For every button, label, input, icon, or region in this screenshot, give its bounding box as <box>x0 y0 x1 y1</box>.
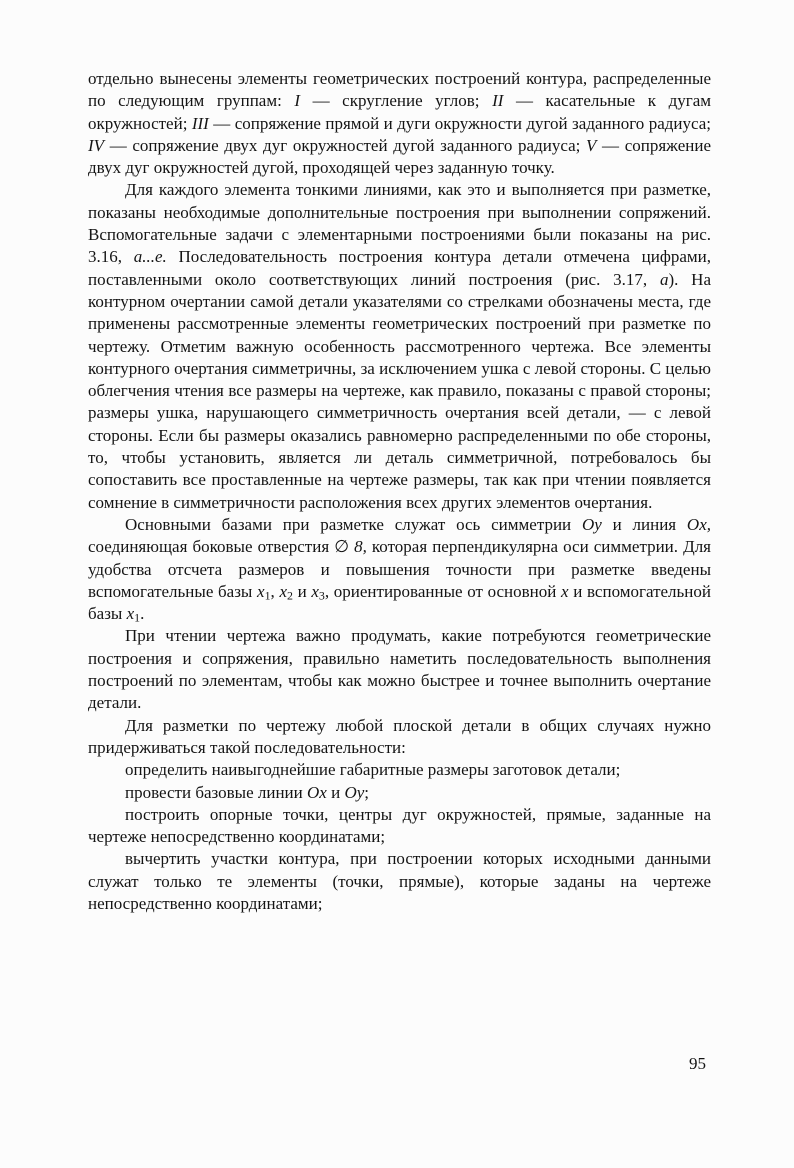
paragraph <box>88 715 711 760</box>
text-run: — скругление углов; <box>300 91 493 111</box>
text-run: Последовательность построения контура детали отмечена цифрами, поставленными около соответствующих линий построения (рис. 3.17, <box>88 247 712 289</box>
paragraph <box>88 68 711 179</box>
italic-text-run: x <box>257 581 265 601</box>
italic-text-run: IV <box>88 135 105 155</box>
text-run: Для разметки по чертежу любой плоской детали в общих случаях нужно придерживаться такой последовательности: <box>88 715 711 757</box>
text-run: и <box>292 581 312 601</box>
italic-text-run: а...е. <box>133 247 167 267</box>
paragraph <box>88 848 711 915</box>
text-run: — сопряжение двух дуг окружностей дугой заданного радиуса; <box>104 135 586 155</box>
italic-text-run: Оу <box>581 514 602 534</box>
italic-text-run: x <box>126 604 135 624</box>
text-run: и линия <box>601 514 687 534</box>
subscript-text-run: 2 <box>286 588 293 603</box>
text-run: При чтении чертежа важно продумать, какие потребуются геометрические построения и сопряжения, правильно наметить последовательность выполнения построений по элементам, чтобы как можно быстрее и точнее выполнить очертание детали. <box>88 626 711 713</box>
italic-text-run: 8, <box>354 537 367 557</box>
text-run: ; <box>364 782 369 802</box>
text-block <box>88 68 711 915</box>
text-run: провести базовые линии <box>125 782 307 802</box>
italic-text-run: V <box>586 135 597 155</box>
text-run: Для каждого элемента тонкими линиями, как это и выполняется при разметке, показаны необходимые дополнительные построения при выполнении сопряжений. Вспомогательные задачи с элементарными построениями были показаны на рис. 3.16, <box>88 180 711 267</box>
paragraph <box>88 179 711 513</box>
italic-text-run: Ох, <box>686 514 711 534</box>
text-run: — касательные к дугам окружностей; <box>88 91 712 133</box>
text-run: , <box>270 581 280 601</box>
text-run: Основными базами при разметке служат ось симметрии <box>125 514 582 534</box>
text-run: определить наивыгоднейшие габаритные размеры заготовок детали; <box>125 760 621 780</box>
paragraph <box>88 514 711 625</box>
text-run: — сопряжение прямой и дуги окружности дугой заданного радиуса; <box>208 113 712 133</box>
text-run: вычертить участки контура, при построении которых исходными данными служат только те элементы (точки, прямые), которые заданы на чертеже непосредственно координатами; <box>88 849 711 913</box>
italic-text-run: x <box>279 581 287 601</box>
page-number: 95 <box>689 1054 706 1073</box>
subscript-text-run: 1 <box>134 610 141 625</box>
italic-text-run: II <box>492 91 504 111</box>
paragraph <box>88 804 711 849</box>
italic-text-run: III <box>191 113 209 133</box>
text-run: , ориентированные от основной <box>324 581 562 601</box>
subscript-text-run: 3 <box>318 588 325 603</box>
text-run: . <box>140 604 145 624</box>
text-run: и вспомогательной базы <box>88 581 711 624</box>
text-run: соединяющая боковые отверстия ∅ <box>88 537 355 557</box>
paragraph <box>88 625 711 714</box>
text-run: и <box>326 782 345 802</box>
subscript-text-run: 1 <box>264 588 271 603</box>
text-run: — сопряжение двух дуг окружностей дугой, проходящей через заданную точку. <box>88 135 711 178</box>
italic-text-run: I <box>294 91 301 111</box>
text-run: построить опорные точки, центры дуг окружностей, прямые, заданные на чертеже непосредственно координатами; <box>88 804 711 847</box>
text-run: ). На контурном очертании самой детали указателями со стрелками обозначены места, где применены рассмотренные элементы геометрических построений при разметке по чертежу. Отметим важную особенность рассмотренного чертежа. Все элементы контурного очертания симметричны, за исключением ушка с левой стороны. С целью облегчения чтения все размеры на чертеже, как правило, показаны с правой стороны; размеры ушка, нарушающего симметричность очертания всей детали, — с левой стороны. Если бы размеры оказались равномерно распределенными по обе стороны, то, чтобы установить, является ли деталь симметричной, потребовалось бы сопоставить все проставленные на чертеже размеры, так как при чтении появляется сомнение в симметричности расположения всех других элементов очертания. <box>88 269 711 512</box>
italic-text-run: Оу <box>344 782 365 802</box>
italic-text-run: x <box>561 581 569 601</box>
italic-text-run: Ох <box>307 782 327 802</box>
text-run: которая перпендикулярна оси симметрии. Для удобства отсчета размеров и повышения точности при разметке введены вспомогательные базы <box>88 537 711 601</box>
italic-text-run: а <box>659 269 669 289</box>
paragraph <box>88 759 711 781</box>
paragraph <box>88 782 711 804</box>
text-run: отдельно вынесены элементы геометрических построений контура, распределенные по следующим группам: <box>88 69 711 111</box>
italic-text-run: x <box>311 581 319 601</box>
